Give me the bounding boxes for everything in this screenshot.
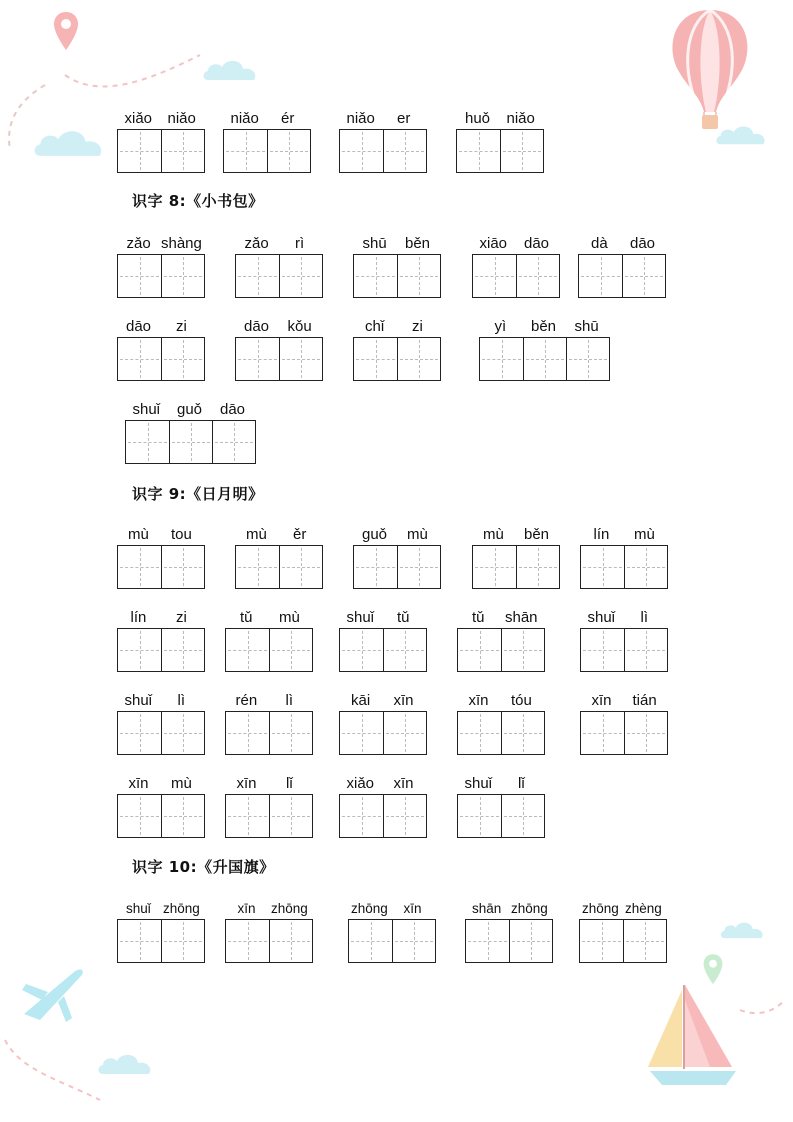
writing-grid[interactable] [235, 545, 323, 589]
pinyin-syllable: niǎo [346, 110, 375, 127]
pinyin-syllable: shū [362, 235, 387, 252]
pinyin-syllable: xīn [403, 901, 422, 916]
writing-grid[interactable] [117, 254, 205, 298]
writing-cell[interactable] [161, 130, 204, 172]
writing-cell[interactable] [161, 712, 204, 754]
writing-grid[interactable] [353, 254, 441, 298]
pinyin-syllable: lín [593, 526, 610, 543]
pinyin-syllable: lì [177, 692, 185, 709]
pinyin-syllable: mù [128, 526, 149, 543]
writing-cell[interactable] [118, 130, 161, 172]
pinyin-syllable: mù [171, 775, 192, 792]
writing-cell[interactable] [624, 546, 667, 588]
writing-grid[interactable] [457, 628, 545, 672]
pinyin-syllable: rì [295, 235, 305, 252]
pinyin-syllable: zhōng [582, 901, 619, 916]
writing-cell[interactable] [579, 255, 622, 297]
balloon-illustration [660, 0, 760, 140]
writing-cell[interactable] [269, 920, 312, 962]
writing-grid[interactable] [457, 711, 545, 755]
writing-grid[interactable] [225, 919, 313, 963]
pinyin-syllable: lǐ [286, 775, 293, 792]
pinyin-syllable: zhōng [163, 901, 200, 916]
writing-cell[interactable] [581, 712, 624, 754]
writing-cell[interactable] [226, 920, 269, 962]
writing-cell[interactable] [383, 795, 426, 837]
pinyin-syllable: rén [235, 692, 258, 709]
pinyin-syllable: dāo [126, 318, 152, 335]
writing-cell[interactable] [397, 546, 440, 588]
pinyin-syllable: shān [505, 609, 538, 626]
pinyin-syllable: lì [285, 692, 293, 709]
writing-grid[interactable] [225, 628, 313, 672]
writing-cell[interactable] [340, 629, 383, 671]
writing-cell[interactable] [501, 795, 544, 837]
pinyin-syllable: dāo [220, 401, 246, 418]
writing-cell[interactable] [118, 629, 161, 671]
pinyin-syllable: tou [171, 526, 192, 543]
writing-cell[interactable] [118, 920, 161, 962]
writing-cell[interactable] [224, 130, 267, 172]
pinyin-syllable: mù [634, 526, 655, 543]
writing-cell[interactable] [118, 712, 161, 754]
writing-cell[interactable] [383, 712, 426, 754]
pinyin-syllable: tián [632, 692, 657, 709]
pinyin-syllable: zhōng [271, 901, 308, 916]
writing-cell[interactable] [354, 255, 397, 297]
writing-cell[interactable] [349, 920, 392, 962]
map-pin-icon [702, 952, 724, 988]
pinyin-syllable: xīn [393, 775, 414, 792]
section-heading: 识字 10:《升国旗》 [132, 858, 275, 876]
pinyin-syllable: shū [574, 318, 599, 335]
writing-cell[interactable] [269, 629, 312, 671]
pinyin-syllable: mù [279, 609, 300, 626]
writing-cell[interactable] [501, 712, 544, 754]
writing-cell[interactable] [118, 546, 161, 588]
writing-cell[interactable] [516, 546, 559, 588]
cloud-icon [30, 125, 110, 161]
writing-cell[interactable] [392, 920, 435, 962]
pinyin-syllable: tǔ [472, 609, 485, 626]
writing-cell[interactable] [161, 546, 204, 588]
writing-grid[interactable] [578, 254, 666, 298]
writing-cell[interactable] [236, 255, 279, 297]
writing-cell[interactable] [169, 421, 212, 463]
writing-grid[interactable] [580, 628, 668, 672]
writing-cell[interactable] [212, 421, 255, 463]
writing-grid[interactable] [348, 919, 436, 963]
pinyin-syllable: xīn [237, 901, 256, 916]
pinyin-syllable: er [397, 110, 411, 127]
writing-cell[interactable] [279, 338, 322, 380]
writing-grid[interactable] [579, 919, 667, 963]
cloud-icon [718, 918, 768, 942]
pinyin-syllable: niǎo [506, 110, 535, 127]
writing-cell[interactable] [516, 255, 559, 297]
pinyin-syllable: xīn [128, 775, 149, 792]
writing-cell[interactable] [397, 255, 440, 297]
pinyin-syllable: mù [407, 526, 428, 543]
writing-cell[interactable] [457, 130, 500, 172]
pinyin-syllable: běn [524, 526, 550, 543]
writing-grid[interactable] [225, 711, 313, 755]
pinyin-syllable: shuǐ [346, 609, 375, 626]
writing-cell[interactable] [458, 712, 501, 754]
writing-cell[interactable] [480, 338, 523, 380]
writing-cell[interactable] [473, 255, 516, 297]
writing-cell[interactable] [354, 338, 397, 380]
cloud-icon [200, 56, 262, 84]
writing-cell[interactable] [624, 712, 667, 754]
writing-grid[interactable] [456, 129, 544, 173]
pinyin-syllable: dà [591, 235, 608, 252]
writing-cell[interactable] [340, 795, 383, 837]
writing-cell[interactable] [581, 546, 624, 588]
writing-grid[interactable] [353, 337, 441, 381]
pinyin-syllable: zhèng [625, 901, 662, 916]
pinyin-syllable: shàng [161, 235, 202, 252]
pinyin-syllable: shān [472, 901, 502, 916]
writing-grid[interactable] [117, 337, 205, 381]
writing-cell[interactable] [581, 629, 624, 671]
pinyin-syllable: niǎo [230, 110, 259, 127]
writing-cell[interactable] [566, 338, 609, 380]
pinyin-syllable: ér [281, 110, 295, 127]
writing-cell[interactable] [466, 920, 509, 962]
pinyin-syllable: tǔ [240, 609, 253, 626]
writing-cell[interactable] [118, 338, 161, 380]
writing-grid[interactable] [472, 545, 560, 589]
writing-cell[interactable] [118, 795, 161, 837]
pinyin-syllable: niǎo [167, 110, 196, 127]
writing-cell[interactable] [523, 338, 566, 380]
writing-cell[interactable] [161, 255, 204, 297]
writing-cell[interactable] [340, 712, 383, 754]
writing-cell[interactable] [161, 629, 204, 671]
writing-grid[interactable] [339, 794, 427, 838]
writing-grid[interactable] [125, 420, 256, 464]
writing-cell[interactable] [279, 255, 322, 297]
pinyin-syllable: guǒ [177, 401, 203, 418]
writing-grid[interactable] [339, 628, 427, 672]
writing-cell[interactable] [269, 795, 312, 837]
writing-grid[interactable] [479, 337, 610, 381]
pinyin-syllable: běn [405, 235, 431, 252]
writing-grid[interactable] [457, 794, 545, 838]
pinyin-syllable: xīn [236, 775, 257, 792]
pinyin-syllable: zǎo [126, 235, 151, 252]
pinyin-syllable: kǒu [287, 318, 312, 335]
pinyin-syllable: shuǐ [464, 775, 493, 792]
pinyin-syllable: mù [246, 526, 267, 543]
pinyin-syllable: dāo [630, 235, 656, 252]
writing-cell[interactable] [509, 920, 552, 962]
writing-cell[interactable] [118, 255, 161, 297]
writing-cell[interactable] [161, 795, 204, 837]
writing-grid[interactable] [465, 919, 553, 963]
pinyin-syllable: tóu [511, 692, 532, 709]
writing-cell[interactable] [236, 546, 279, 588]
pinyin-syllable: zhōng [511, 901, 548, 916]
writing-grid[interactable] [339, 711, 427, 755]
pinyin-syllable: xiǎo [346, 775, 375, 792]
writing-cell[interactable] [269, 712, 312, 754]
writing-grid[interactable] [225, 794, 313, 838]
pinyin-syllable: shuǐ [587, 609, 616, 626]
pinyin-syllable: zǎo [244, 235, 269, 252]
writing-cell[interactable] [473, 546, 516, 588]
section-heading: 识字 8:《小书包》 [132, 192, 264, 210]
pinyin-syllable: ěr [293, 526, 307, 543]
writing-grid[interactable] [223, 129, 311, 173]
writing-cell[interactable] [500, 130, 543, 172]
pinyin-syllable: mù [483, 526, 504, 543]
writing-grid[interactable] [580, 711, 668, 755]
writing-cell[interactable] [340, 130, 383, 172]
writing-grid[interactable] [117, 628, 205, 672]
pinyin-syllable: tǔ [397, 609, 410, 626]
writing-cell[interactable] [226, 629, 269, 671]
pinyin-syllable: huǒ [465, 110, 491, 127]
writing-cell[interactable] [126, 421, 169, 463]
pinyin-syllable: xiāo [479, 235, 508, 252]
writing-grid[interactable] [235, 337, 323, 381]
writing-grid[interactable] [580, 545, 668, 589]
pinyin-syllable: zi [412, 318, 423, 335]
writing-cell[interactable] [236, 338, 279, 380]
pinyin-syllable: guǒ [362, 526, 388, 543]
writing-cell[interactable] [580, 920, 623, 962]
pinyin-syllable: lì [640, 609, 648, 626]
pinyin-syllable: zi [176, 318, 187, 335]
writing-cell[interactable] [397, 338, 440, 380]
pinyin-syllable: xiǎo [124, 110, 153, 127]
writing-cell[interactable] [354, 546, 397, 588]
writing-grid[interactable] [117, 129, 205, 173]
pinyin-syllable: lín [130, 609, 147, 626]
writing-cell[interactable] [226, 712, 269, 754]
pinyin-syllable: dāo [524, 235, 550, 252]
pinyin-syllable: zhōng [351, 901, 388, 916]
pinyin-syllable: xīn [393, 692, 414, 709]
cloud-icon [712, 122, 772, 148]
writing-grid[interactable] [117, 919, 205, 963]
pinyin-syllable: shuǐ [124, 692, 153, 709]
writing-cell[interactable] [383, 629, 426, 671]
pinyin-syllable: kāi [351, 692, 371, 709]
writing-grid[interactable] [117, 711, 205, 755]
pinyin-syllable: yì [494, 318, 507, 335]
pinyin-syllable: xīn [591, 692, 612, 709]
writing-cell[interactable] [226, 795, 269, 837]
pinyin-syllable: běn [531, 318, 557, 335]
pinyin-syllable: chǐ [365, 318, 385, 335]
writing-cell[interactable] [622, 255, 665, 297]
writing-grid[interactable] [339, 129, 427, 173]
writing-cell[interactable] [383, 130, 426, 172]
writing-cell[interactable] [458, 795, 501, 837]
sailboat-illustration [640, 985, 750, 1095]
writing-cell[interactable] [458, 629, 501, 671]
pinyin-syllable: xīn [468, 692, 489, 709]
writing-cell[interactable] [623, 920, 666, 962]
writing-cell[interactable] [279, 546, 322, 588]
pinyin-syllable: zi [176, 609, 187, 626]
writing-cell[interactable] [161, 338, 204, 380]
pinyin-syllable: shuǐ [126, 901, 151, 916]
section-heading: 识字 9:《日月明》 [132, 485, 264, 503]
writing-grid[interactable] [235, 254, 323, 298]
writing-cell[interactable] [501, 629, 544, 671]
writing-cell[interactable] [161, 920, 204, 962]
pinyin-syllable: dāo [244, 318, 270, 335]
pinyin-syllable: shuǐ [132, 401, 161, 418]
writing-grid[interactable] [117, 545, 205, 589]
writing-cell[interactable] [624, 629, 667, 671]
writing-grid[interactable] [472, 254, 560, 298]
writing-grid[interactable] [117, 794, 205, 838]
pinyin-syllable: lǐ [518, 775, 525, 792]
writing-grid[interactable] [353, 545, 441, 589]
writing-cell[interactable] [267, 130, 310, 172]
